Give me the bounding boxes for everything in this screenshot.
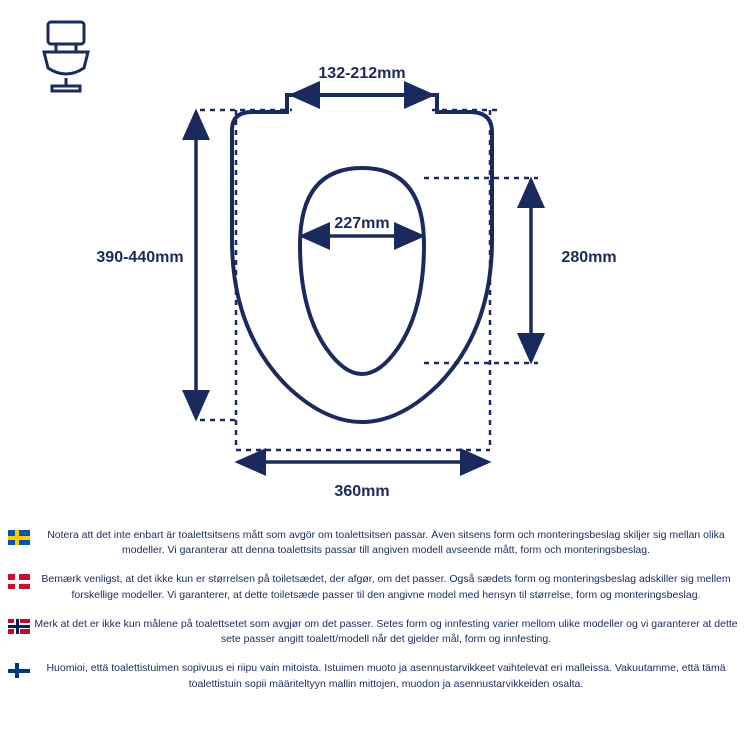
note-item <box>8 661 742 691</box>
note-text-no: Merk at det er ikke kun målene på toalettsetet som avgjør om det passer. Setes form og innfesting varier mellom ulike modeller og vi garanterer at dette sete passer angitt toalett/modell når det gjelder mål, form og innfesting. <box>34 617 738 646</box>
toilet-icon <box>44 22 88 91</box>
dimension-label-inner-height: 280mm <box>561 249 617 266</box>
note-item <box>8 617 742 647</box>
note-item <box>8 528 742 558</box>
note-text-fi: Huomioi, että toalettistuimen sopivuus ei riipu vain mitoista. Istuimen muoto ja asennustarvikkeet vaihtelevat eri malleissa. Vakuutamme, että tämä toalettistuin sopii määriteltyyn mallin mittojen, muodon ja asennustarvikkeiden osalta. <box>46 662 726 690</box>
note-item <box>8 572 742 602</box>
flag-finland <box>8 663 30 678</box>
note-text-sv: Notera att det inte enbart är toalettsitsens mått som avgör om toalettsitsen passar. Även sitsens form och monteringsbeslag skiljer sig mellan olika modeller. Vi garanterar att denna toalettsits passar till angiven modell avseende mått, form och monteringsbeslag. <box>47 529 725 557</box>
localized-notes <box>0 528 750 706</box>
flag-denmark <box>8 574 30 589</box>
flag-norway <box>8 619 30 634</box>
dimension-label-inner-width: 227mm <box>334 215 390 232</box>
dimension-arrows <box>196 95 531 462</box>
note-text-da: Bemærk venligst, at det ikke kun er størrelsen på toiletsædet, der afgør, om det passer. Også sædets form og monteringsbeslag adskiller sig mellem forskellige modeller. Vi garanterer, at dette toiletsæde passer til den angivne model med hensyn til størrelse, form og monteringsbeslag. <box>41 573 731 601</box>
dimension-label-outer-width: 360mm <box>334 483 390 500</box>
dimension-label-length-total: 390-440mm <box>96 249 184 266</box>
seat-inner-opening <box>300 168 424 374</box>
flag-sweden <box>8 530 30 545</box>
dimension-label-width-top: 132-212mm <box>318 65 406 82</box>
